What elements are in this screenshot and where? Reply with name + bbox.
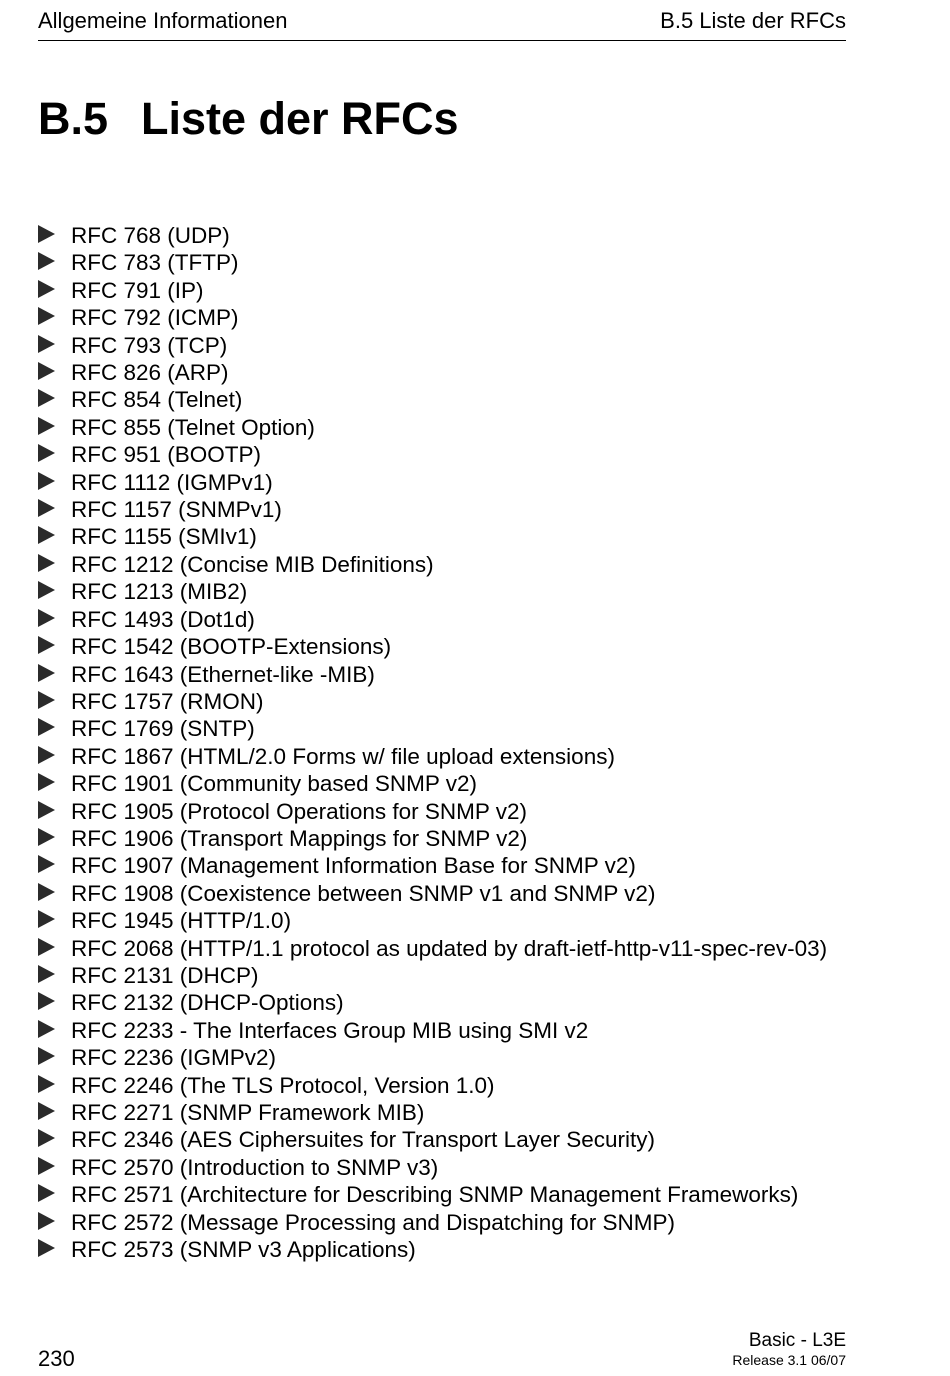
list-item-text: RFC 2236 (IGMPv2) [71,1045,277,1071]
section-number: B.5 [38,93,109,144]
list-item-text: RFC 2573 (SNMP v3 Applications) [71,1237,416,1263]
header-section: B.5 Liste der RFCs [660,8,846,33]
right-triangle-icon [38,1047,55,1065]
list-item-text: RFC 792 (ICMP) [71,305,239,331]
list-item [38,332,850,359]
list-item [38,743,850,770]
right-triangle-icon [38,1239,55,1257]
section-title: Liste der RFCs [141,93,459,144]
right-triangle-icon [38,746,55,764]
list-item-text: RFC 854 (Telnet) [71,387,243,413]
list-item-text: RFC 1867 (HTML/2.0 Forms w/ file upload extensions) [71,743,615,769]
right-triangle-icon [38,335,55,353]
list-item [38,1181,850,1208]
list-item-text: RFC 793 (TCP) [71,332,228,358]
list-item [38,661,850,688]
right-triangle-icon [38,828,55,846]
right-triangle-icon [38,1075,55,1093]
list-item [38,962,850,989]
list-item [38,1044,850,1071]
list-item [38,1017,850,1044]
list-item [38,551,850,578]
right-triangle-icon [38,472,55,490]
list-item-text: RFC 2131 (DHCP) [71,962,259,988]
footer-release-info [732,1330,846,1368]
list-item [38,414,850,441]
right-triangle-icon [38,280,55,298]
right-triangle-icon [38,362,55,380]
right-triangle-icon [38,1212,55,1230]
right-triangle-icon [38,1157,55,1175]
right-triangle-icon [38,883,55,901]
list-item [38,1236,850,1263]
page-number: 230 [38,1346,75,1371]
list-item-text: RFC 1905 (Protocol Operations for SNMP v2) [71,798,528,824]
rfc-list [38,222,850,1263]
right-triangle-icon [38,444,55,462]
right-triangle-icon [38,526,55,544]
right-triangle-icon [38,773,55,791]
right-triangle-icon [38,664,55,682]
right-triangle-icon [38,636,55,654]
list-item-text: RFC 951 (BOOTP) [71,442,262,468]
list-item-text: RFC 2570 (Introduction to SNMP v3) [71,1154,439,1180]
list-item [38,825,850,852]
list-item-text: RFC 1901 (Community based SNMP v2) [71,771,477,797]
list-item-text: RFC 2068 (HTTP/1.1 protocol as updated by draft-ietf-http-v11-spec-rev-03) [71,935,828,961]
list-item [38,469,850,496]
list-item-text: RFC 1757 (RMON) [71,688,264,714]
list-item-text: RFC 1212 (Concise MIB Definitions) [71,551,434,577]
list-item-text: RFC 2346 (AES Ciphersuites for Transport Layer Security) [71,1127,655,1153]
list-item-text: RFC 1155 (SMIv1) [71,524,257,550]
right-triangle-icon [38,855,55,873]
right-triangle-icon [38,499,55,517]
list-item-text: RFC 1493 (Dot1d) [71,606,255,632]
right-triangle-icon [38,801,55,819]
list-item [38,1154,850,1181]
list-item-text: RFC 855 (Telnet Option) [71,414,315,440]
right-triangle-icon [38,691,55,709]
list-item-text: RFC 826 (ARP) [71,360,229,386]
list-item [38,386,850,413]
list-item-text: RFC 791 (IP) [71,277,204,303]
list-item-text: RFC 1769 (SNTP) [71,716,255,742]
right-triangle-icon [38,225,55,243]
footer-product: Basic - L3E [748,1330,846,1351]
list-item-text: RFC 1213 (MIB2) [71,579,248,605]
right-triangle-icon [38,1020,55,1038]
list-item-text: RFC 1945 (HTTP/1.0) [71,908,292,934]
list-item [38,1099,850,1126]
list-item-text: RFC 1112 (IGMPv1) [71,469,273,495]
list-item [38,1209,850,1236]
list-item [38,441,850,468]
list-item [38,715,850,742]
list-item [38,606,850,633]
list-item [38,935,850,962]
list-item-text: RFC 1908 (Coexistence between SNMP v1 and SNMP v2) [71,880,656,906]
right-triangle-icon [38,1129,55,1147]
right-triangle-icon [38,417,55,435]
list-item [38,852,850,879]
list-item [38,359,850,386]
list-item-text: RFC 1906 (Transport Mappings for SNMP v2) [71,825,528,851]
right-triangle-icon [38,1102,55,1120]
list-item [38,249,850,276]
list-item [38,578,850,605]
right-triangle-icon [38,581,55,599]
list-item [38,1126,850,1153]
list-item [38,907,850,934]
list-item [38,304,850,331]
right-triangle-icon [38,910,55,928]
list-item-text: RFC 2572 (Message Processing and Dispatching for SNMP) [71,1209,676,1235]
header-chapter: Allgemeine Informationen [38,8,288,33]
page-header [38,6,846,41]
list-item-text: RFC 1907 (Management Information Base for SNMP v2) [71,853,636,879]
right-triangle-icon [38,718,55,736]
list-item [38,277,850,304]
list-item-text: RFC 2132 (DHCP-Options) [71,990,344,1016]
list-item [38,633,850,660]
right-triangle-icon [38,1184,55,1202]
list-item [38,688,850,715]
right-triangle-icon [38,307,55,325]
right-triangle-icon [38,389,55,407]
list-item [38,989,850,1016]
list-item-text: RFC 2246 (The TLS Protocol, Version 1.0) [71,1072,495,1098]
list-item-text: RFC 783 (TFTP) [71,250,239,276]
right-triangle-icon [38,992,55,1010]
page-title [38,90,459,148]
list-item-text: RFC 768 (UDP) [71,223,230,248]
list-item [38,1072,850,1099]
right-triangle-icon [38,252,55,270]
list-item-text: RFC 1542 (BOOTP-Extensions) [71,634,392,660]
list-item [38,770,850,797]
right-triangle-icon [38,938,55,956]
list-item [38,798,850,825]
list-item [38,523,850,550]
list-item [38,222,850,249]
right-triangle-icon [38,554,55,572]
right-triangle-icon [38,609,55,627]
list-item-text: RFC 1157 (SNMPv1) [71,497,282,523]
list-item [38,880,850,907]
list-item-text: RFC 1643 (Ethernet-like -MIB) [71,661,375,687]
list-item-text: RFC 2233 - The Interfaces Group MIB using SMI v2 [71,1017,589,1043]
list-item-text: RFC 2571 (Architecture for Describing SNMP Management Frameworks) [71,1182,799,1208]
list-item [38,496,850,523]
footer-release: Release 3.1 06/07 [732,1352,846,1368]
list-item-text: RFC 2271 (SNMP Framework MIB) [71,1100,425,1125]
right-triangle-icon [38,965,55,983]
